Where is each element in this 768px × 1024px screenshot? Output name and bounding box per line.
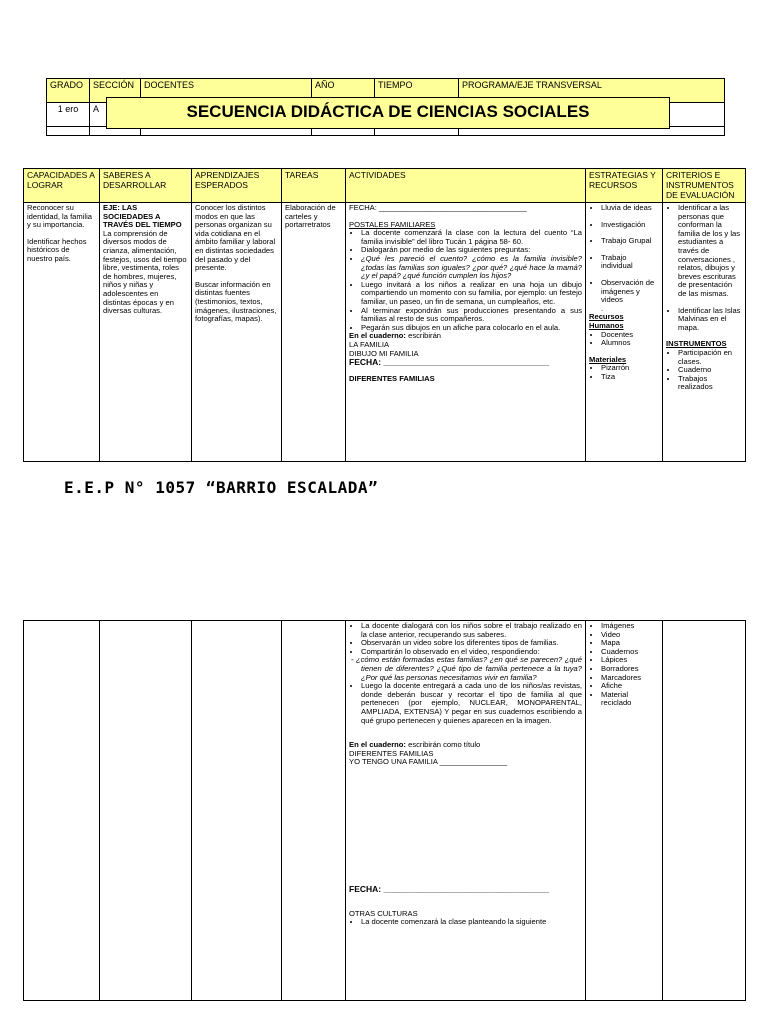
capacidad-item: Reconocer su identidad, la familia y su importancia. (27, 203, 93, 230)
col-anio: AÑO (312, 79, 375, 103)
cuaderno-text: escribirán (408, 331, 442, 341)
material-item: • Tiza (601, 373, 659, 382)
recurso-item: • Marcadores (601, 674, 659, 683)
actividades-cell-2 (346, 621, 586, 1001)
col-seccion: SECCIÓN (90, 79, 141, 103)
header-saberes: SABERES A DESARROLLAR (100, 169, 192, 203)
recurso-item: • Borradores (601, 665, 659, 674)
instrumento-item: • Trabajos realizados (678, 375, 742, 392)
col-programa: PROGRAMA/EJE TRANSVERSAL (459, 79, 725, 103)
grado-value: 1 ero (47, 103, 90, 127)
header-estrategias: ESTRATEGIAS Y RECURSOS (586, 169, 663, 203)
recurso-item: • Imágenes (601, 622, 659, 631)
cuaderno-label: En el cuaderno: (349, 331, 406, 341)
section-title: DIFERENTES FAMILIAS (349, 373, 435, 383)
activity-item: • La docente comenzará la clase con la lectura del cuento “La familia invisible” del libro Tucán 1 página 58- 60. (361, 229, 582, 246)
estrategia-item: • Lluvia de ideas (601, 204, 659, 213)
header-capacidades: CAPACIDADES A LOGRAR (24, 169, 100, 203)
cuaderno-entry: YO TENGO UNA FAMILIA ________________ (349, 757, 508, 767)
main-table (23, 168, 746, 462)
header-criterios: CRITERIOS E INSTRUMENTOS DE EVALUACIÓN (663, 169, 746, 203)
document-title (106, 97, 670, 129)
actividades-cell (346, 203, 586, 462)
header-tareas: TAREAS (282, 169, 346, 203)
col-tiempo: TIEMPO (375, 79, 459, 103)
activity-item: • Pegarán sus dibujos en un afiche para colocarlo en el aula. (361, 324, 582, 333)
estrategias-cell-2 (586, 621, 663, 1001)
col-grado: GRADO (47, 79, 90, 103)
school-name: E.E.P N° 1057 “BARRIO ESCALADA” (64, 478, 379, 497)
section-title: OTRAS CULTURAS (349, 908, 418, 918)
recurso-item: • Afiche (601, 682, 659, 691)
aprendizaje-item: Buscar información en distintas fuentes (testimonios, textos, imágenes, ilustraciones, fotografías, mapas). (195, 279, 277, 324)
materiales-title: Materiales (589, 354, 627, 364)
seccion-value: A (90, 103, 141, 127)
saberes-text: La comprensión de diversos modos de crianza, alimentación, festejos, usos del tiempo libre, vestimenta, roles de hombres, mujeres, niños y niñas y adolescentes en distintas épocas y en diversas culturas. (103, 228, 187, 316)
fecha-line: FECHA: ___________________________________ (349, 357, 549, 368)
activity-item: • Observarán un video sobre los diferentes tipos de familias. (361, 639, 582, 648)
recurso-item: • Mapa (601, 639, 659, 648)
dot-text: . (601, 303, 604, 313)
cuaderno-entry: LA FAMILIA (349, 339, 390, 349)
activity-question: - ¿cómo están formadas estas familias? ¿en qué se parecen? ¿qué tienen de diferentes? ¿Qué tipo de familia pertenece a la tuya? ¿Por qué las personas necesitamos vivir en familia? (361, 656, 582, 682)
activity-item: • Al terminar expondrán sus producciones presentando a sus familias al resto de sus compañeros. (361, 307, 582, 324)
cuaderno-text: escribirán como título (408, 740, 481, 750)
estrategias-cell (586, 203, 663, 462)
recursos-title: Recursos Humanos (589, 312, 624, 330)
activity-item: • Luego invitará a los niños a realizar en una hoja un dibujo compartiendo un momento con su familia, por ejemplo: un festejo familiar, un paseo, un fin de semana, un cumpleaños, etc. (361, 281, 582, 307)
instrumentos-title: INSTRUMENTOS (666, 339, 727, 349)
activity-item: • Compartirán lo observado en el video, respondiendo: (361, 648, 582, 657)
col-docentes: DOCENTES (141, 79, 312, 103)
activity-item: • Dialogarán por medio de las siguientes preguntas: (361, 246, 582, 255)
material-item: • Pizarrón (601, 364, 659, 373)
tareas-cell (282, 203, 346, 462)
activity-item: • La docente dialogará con los niños sobre el trabajo realizado en la clase anterior, recuperando sus saberes. (361, 622, 582, 639)
section-title: POSTALES FAMILIARES (349, 219, 436, 229)
recurso-item: • Video (601, 631, 659, 640)
recurso-item: • Lápices (601, 656, 659, 665)
recurso-item: • Cuadernos (601, 648, 659, 657)
estrategia-item: • Investigación (601, 221, 659, 230)
recurso-item: • Material reciclado (601, 691, 659, 708)
document-title-text: SECUENCIA DIDÁCTICA DE CIENCIAS SOCIALES (186, 102, 590, 121)
estrategia-item: • Trabajo Grupal (601, 237, 659, 246)
header-actividades: ACTIVIDADES (346, 169, 586, 203)
capacidad-item: Identificar hechos históricos de nuestro país. (27, 236, 87, 263)
cuaderno-entry: DIFERENTES FAMILIAS (349, 748, 434, 758)
activity-item: • ¿Qué les pareció el cuento? ¿cómo es la familia invisible? ¿todas las familias son iguales? ¿por qué? ¿qué hace la mamá? ¿y el papá? ¿qué función cumplen los hijos? (361, 255, 582, 281)
aprendizaje-item: Conocer los distintos modos en que las personas organizan su vida cotidiana en el ámbito familiar y laboral en distintas sociedades del pasado y del presente. (195, 203, 276, 273)
fecha-line: FECHA: ___________________________________ (349, 883, 549, 894)
capacidades-cell (24, 203, 100, 462)
recurso-item: • Alumnos (601, 339, 659, 348)
estrategia-item: • Observación de imágenes y videos (601, 279, 659, 305)
header-aprendizajes: APRENDIZAJES ESPERADOS (192, 169, 282, 203)
activity-item: • Luego la docente entregará a cada uno de los niños/as revistas, donde deberán buscar y recortar el tipo de familia al que pertenecen (por ejemplo, NUCLEAR, MONOPARENTAL, AMPLIADA, EXTENSA) Y pegar en sus cuadernos escribiendo a qué grupo pertenecen y quienes aparecen en la imagen. (361, 682, 582, 725)
recurso-item: • Docentes (601, 331, 659, 340)
criterios-cell (663, 203, 746, 462)
tareas-text: Elaboración de carteles y portarretratos (285, 203, 336, 230)
criterio-item: • Identificar las Islas Malvinas en el mapa. (678, 307, 742, 333)
saberes-cell (100, 203, 192, 462)
instrumento-item: • Cuaderno (678, 366, 742, 375)
activity-item: • La docente comenzará la clase planteando la siguiente (361, 918, 582, 927)
instrumento-item: • Participación en clases. (678, 349, 742, 366)
estrategia-item: • Trabajo individual (601, 254, 659, 271)
criterio-item: • Identificar a las personas que conforman la familia de los y las estudiantes a través de conversaciones , relatos, dibujos y breves escrituras de presentación de las mismas. (678, 204, 742, 299)
fecha-line: FECHA: ___________________________________ (349, 203, 527, 212)
cuaderno-label: En el cuaderno: (349, 740, 406, 750)
aprendizajes-cell (192, 203, 282, 462)
continuation-table (23, 620, 746, 1001)
saberes-eje: EJE: LAS SOCIEDADES A TRAVÉS DEL TIEMPO (103, 203, 182, 230)
cuaderno-entry: DIBUJO MI FAMILIA (349, 348, 419, 358)
